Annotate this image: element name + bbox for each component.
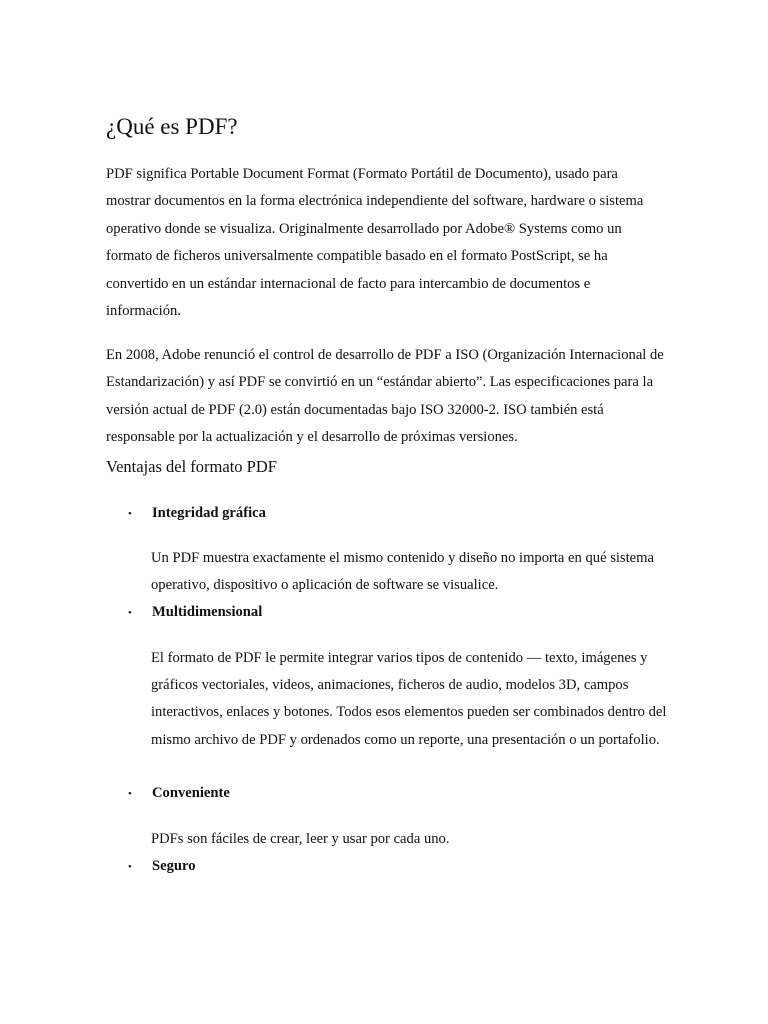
advantage-label: Seguro <box>152 858 196 874</box>
advantage-label: Multidimensional <box>152 604 263 620</box>
advantage-description: El formato de PDF le permite integrar varios tipos de contenido — texto, imágenes y gráficos vectoriales, videos, animaciones, ficheros de audio, modelos 3D, campos interactivos, enlaces y botones. Todos esos elementos pueden ser combinados dentro del mismo archivo de PDF y ordenados como un reporte, una presentación o un portafolio. <box>151 650 667 748</box>
intro-paragraph: PDF significa Portable Document Format (Formato Portátil de Documento), usado para mostrar documentos en la forma electrónica independiente del software, hardware o sistema operativo donde se visualiza. Originalmente desarrollado por Adobe® Systems como un formato de ficheros universalmente compatible basado en el formato PostScript, se ha convertido en un estándar internacional de facto para intercambio de documentos e información. <box>106 166 644 320</box>
advantage-description: Un PDF muestra exactamente el mismo contenido y diseño no importa en qué sistema operativo, dispositivo o aplicación de software se visualice. <box>151 550 654 594</box>
section-title: Ventajas del formato PDF <box>106 457 277 476</box>
advantage-item-multidimensional <box>128 599 262 626</box>
advantage-item-conveniente <box>128 780 230 807</box>
bullet-icon: • <box>128 861 132 873</box>
advantage-label: Integridad gráfica <box>152 505 266 521</box>
bullet-icon: • <box>128 788 132 800</box>
advantage-label: Conveniente <box>152 785 230 801</box>
bullet-icon: • <box>128 508 132 520</box>
advantage-description: PDFs son fáciles de crear, leer y usar por cada uno. <box>151 831 450 847</box>
advantage-item-integridad <box>128 500 266 527</box>
page-title: ¿Qué es PDF? <box>106 114 238 139</box>
advantage-item-seguro <box>128 853 196 880</box>
iso-paragraph: En 2008, Adobe renunció el control de desarrollo de PDF a ISO (Organización Internacional de Estandarización) y así PDF se convirtió en un “estándar abierto”. Las especificaciones para la versión actual de PDF (2.0) están documentadas bajo ISO 32000-2. ISO también está responsable por la actualización y el desarrollo de próximas versiones. <box>106 347 664 446</box>
bullet-icon: • <box>128 607 132 619</box>
